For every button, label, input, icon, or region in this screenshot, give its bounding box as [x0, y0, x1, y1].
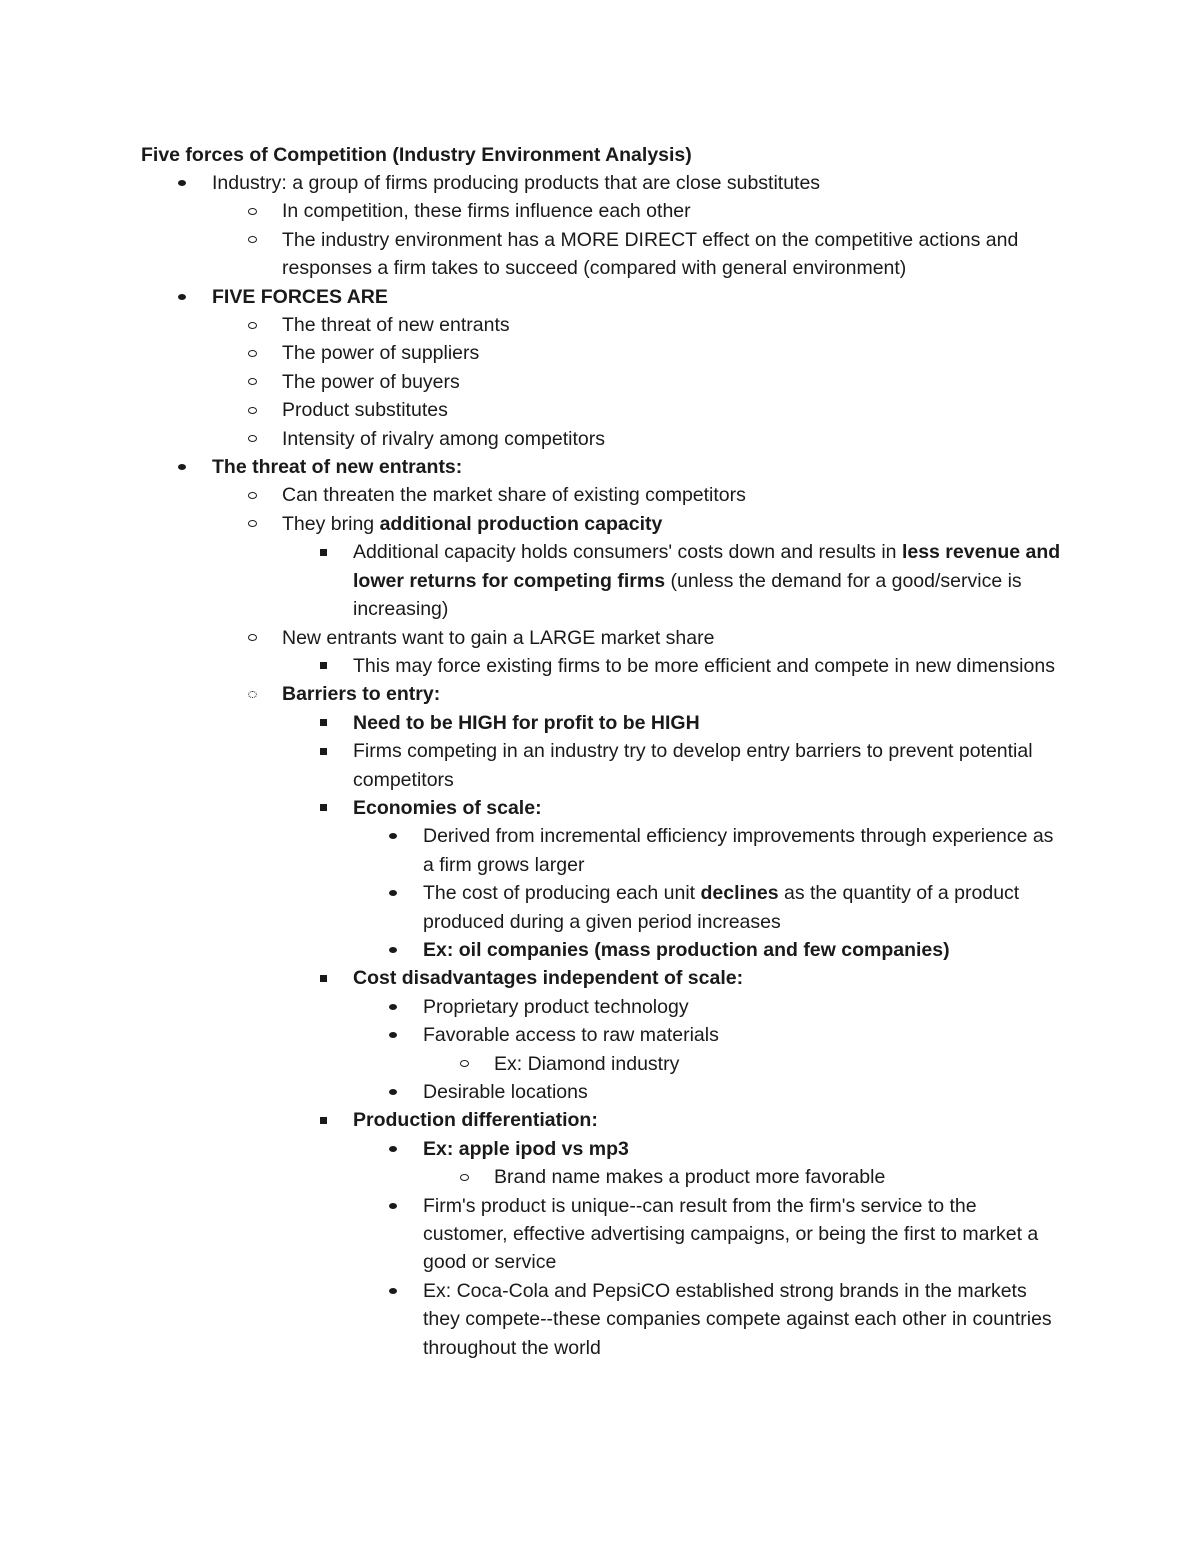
square-bullet-icon: [313, 737, 333, 765]
text-run: Proprietary product technology: [423, 995, 689, 1018]
bold-text: additional production capacity: [379, 512, 663, 535]
list-item: [141, 311, 1081, 339]
list-item: [141, 1106, 1081, 1134]
text-run: Product substitutes: [282, 399, 448, 422]
bold-text: Ex: apple ipod vs mp3: [423, 1137, 629, 1160]
list-item: [141, 680, 1081, 708]
list-item: [141, 1078, 1081, 1106]
bold-text: Economies of scale:: [353, 796, 542, 819]
hollow-circle-bullet-icon: [242, 368, 262, 396]
text-run: Desirable locations: [423, 1081, 588, 1103]
bold-text: Barriers to entry:: [282, 683, 441, 706]
filled-circle-bullet-icon: [172, 283, 192, 311]
text-run: Ex: Diamond industry: [494, 1052, 680, 1075]
bold-text: less revenue and lower returns for competing firms: [353, 541, 1061, 592]
square-bullet-icon: [313, 794, 333, 822]
list-item: [141, 1192, 1081, 1277]
hollow-circle-bullet-icon: [242, 481, 262, 509]
filled-circle-bullet-icon: [383, 1078, 403, 1106]
list-item-text: [282, 425, 1082, 453]
list-item: [141, 1135, 1081, 1163]
text-run: Ex: Coca-Cola and PepsiCO established strong brands in the markets they compete--these companies compete against each other in countries throughout the world: [423, 1279, 1052, 1359]
list-item: [141, 879, 1081, 936]
hollow-circle-bullet-icon: [454, 1050, 474, 1078]
list-item: [141, 510, 1081, 538]
list-item-text: [423, 1277, 1063, 1362]
list-item: [141, 624, 1081, 652]
square-bullet-icon: [313, 1106, 333, 1134]
filled-circle-bullet-icon: [172, 453, 192, 481]
list-item: [141, 1277, 1081, 1362]
text-run: Firms competing in an industry try to develop entry barriers to prevent potential competitors: [353, 740, 1033, 791]
text-run: The threat of new entrants: [282, 314, 510, 337]
list-item-text: [353, 652, 1073, 680]
square-bullet-icon: [313, 964, 333, 992]
filled-circle-bullet-icon: [172, 169, 192, 197]
list-item-text: [212, 453, 1012, 481]
list-item-text: [494, 1050, 1054, 1078]
list-item-text: [494, 1163, 1054, 1191]
list-item-text: [282, 197, 1082, 225]
dotted-circle-bullet-icon: [242, 680, 262, 708]
filled-circle-bullet-icon: [383, 1021, 403, 1049]
text-run: They bring: [282, 512, 380, 535]
bold-text: Production differentiation:: [353, 1109, 598, 1132]
filled-circle-bullet-icon: [383, 822, 403, 850]
text-run: Derived from incremental efficiency improvements through experience as a firm grows larger: [423, 825, 1054, 876]
list-item: [141, 396, 1081, 424]
filled-circle-bullet-icon: [383, 1277, 403, 1305]
filled-circle-bullet-icon: [383, 936, 403, 964]
list-item: [141, 425, 1081, 453]
list-item: [141, 964, 1081, 992]
text-run: The power of suppliers: [282, 342, 480, 365]
bold-text: FIVE FORCES ARE: [212, 285, 388, 308]
list-item-text: [423, 879, 1063, 936]
list-item-text: [423, 993, 1063, 1021]
list-item-text: [282, 481, 1082, 509]
list-item-text: [423, 1135, 1063, 1163]
text-run: Industry: a group of firms producing products that are close substitutes: [212, 172, 821, 194]
text-run: The cost of producing each unit: [423, 882, 701, 905]
list-item: [141, 197, 1081, 225]
list-item-text: [423, 1078, 1063, 1106]
hollow-circle-bullet-icon: [242, 425, 262, 453]
page-title: Five forces of Competition (Industry Environment Analysis): [141, 144, 692, 166]
list-item: [141, 737, 1081, 794]
hollow-circle-bullet-icon: [454, 1163, 474, 1191]
text-run: Additional capacity holds consumers' costs down and results in: [353, 541, 902, 564]
list-item-text: [423, 1021, 1063, 1049]
list-item-text: [423, 1192, 1063, 1277]
hollow-circle-bullet-icon: [242, 510, 262, 538]
square-bullet-icon: [313, 538, 333, 566]
list-item: [141, 709, 1081, 737]
list-item-text: [353, 709, 1073, 737]
bold-text: Need to be HIGH for profit to be HIGH: [353, 711, 700, 734]
document-body: [141, 141, 1081, 1362]
bold-text: The threat of new entrants:: [212, 456, 463, 479]
text-run: Can threaten the market share of existing competitors: [282, 484, 746, 507]
hollow-circle-bullet-icon: [242, 339, 262, 367]
list-item-text: [353, 794, 1073, 822]
list-item-text: [282, 624, 1082, 652]
list-item: [141, 538, 1081, 623]
list-item-text: [423, 936, 1063, 964]
filled-circle-bullet-icon: [383, 879, 403, 907]
list-item: [141, 652, 1081, 680]
hollow-circle-bullet-icon: [242, 197, 262, 225]
list-item-text: [282, 339, 1082, 367]
list-item-text: [423, 822, 1063, 879]
list-item-text: [282, 396, 1082, 424]
filled-circle-bullet-icon: [383, 1192, 403, 1220]
list-item: [141, 453, 1081, 481]
list-item-text: [353, 538, 1073, 623]
text-run: Intensity of rivalry among competitors: [282, 427, 605, 450]
list-item: [141, 1021, 1081, 1049]
list-item-text: [282, 510, 1082, 538]
hollow-circle-bullet-icon: [242, 396, 262, 424]
list-item-text: [353, 964, 1073, 992]
hollow-circle-bullet-icon: [242, 311, 262, 339]
hollow-circle-bullet-icon: [242, 624, 262, 652]
text-run: Brand name makes a product more favorable: [494, 1166, 886, 1189]
bold-text: Cost disadvantages independent of scale:: [353, 967, 744, 990]
list-item-text: [282, 226, 1082, 283]
list-item-text: [282, 368, 1082, 396]
square-bullet-icon: [313, 652, 333, 680]
text-run: The industry environment has a MORE DIRECT effect on the competitive actions and responses a firm takes to succeed (compared with general environment): [282, 228, 1019, 280]
list-item: [141, 169, 1081, 197]
list-item: [141, 226, 1081, 283]
text-run: as the quantity of a product produced during a given period increases: [423, 882, 1020, 933]
list-item-text: [212, 283, 1012, 311]
hollow-circle-bullet-icon: [242, 226, 262, 254]
list-item-text: [353, 1106, 1073, 1134]
text-run: Favorable access to raw materials: [423, 1024, 719, 1047]
list-item: [141, 339, 1081, 367]
list-item-text: [212, 169, 1012, 197]
list-item: [141, 283, 1081, 311]
list-item: [141, 481, 1081, 509]
filled-circle-bullet-icon: [383, 993, 403, 1021]
bold-text: declines: [700, 882, 779, 905]
list-item: [141, 1163, 1081, 1191]
text-run: In competition, these firms influence each other: [282, 200, 691, 223]
bold-text: Ex: oil companies (mass production and few companies): [423, 938, 950, 961]
filled-circle-bullet-icon: [383, 1135, 403, 1163]
bullet-outline: [141, 169, 1081, 1362]
list-item-text: [282, 311, 1082, 339]
square-bullet-icon: [313, 709, 333, 737]
text-run: New entrants want to gain a LARGE market share: [282, 626, 715, 649]
list-item: [141, 1050, 1081, 1078]
text-run: Firm's product is unique--can result from the firm's service to the customer, effective advertising campaigns, or being the first to market a good or service: [423, 1194, 1039, 1274]
list-item: [141, 794, 1081, 822]
text-run: (unless the demand for a good/service is increasing): [353, 569, 1022, 621]
list-item: [141, 936, 1081, 964]
list-item: [141, 368, 1081, 396]
list-item-text: [282, 680, 1082, 708]
text-run: This may force existing firms to be more efficient and compete in new dimensions: [353, 654, 1055, 677]
list-item: [141, 822, 1081, 879]
list-item: [141, 993, 1081, 1021]
list-item-text: [353, 737, 1073, 794]
text-run: The power of buyers: [282, 370, 460, 393]
